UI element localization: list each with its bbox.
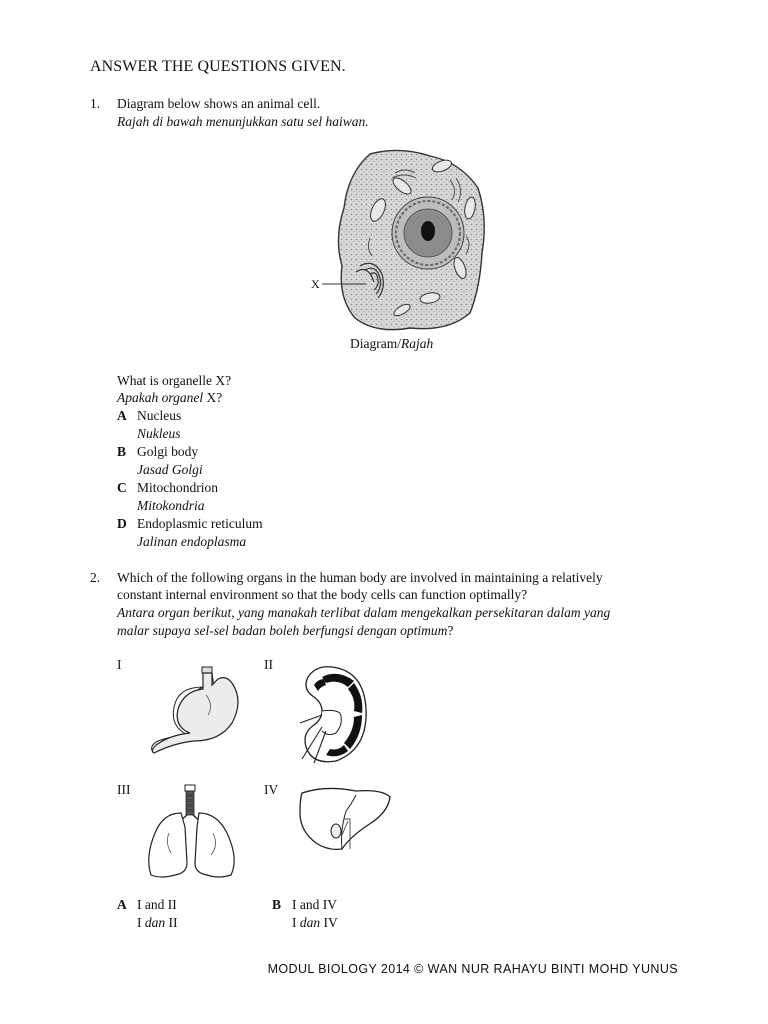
kidney-image <box>292 663 372 765</box>
q1-prompt-en: Diagram below shows an animal cell. <box>117 96 321 111</box>
q1-option-a-ms: Nukleus <box>137 426 181 441</box>
q2-prompt-en-1: Which of the following organs in the human body are involved in maintaining a relatively <box>117 570 603 585</box>
q2-prompt-ms-2 <box>117 622 453 640</box>
q1-option-b-letter: B <box>117 444 127 459</box>
q2-option-a-ms <box>137 914 178 932</box>
q1-option-d-ms: Jalinan endoplasma <box>137 534 247 549</box>
diagram-caption <box>350 335 433 353</box>
q1-option-d-letter: D <box>117 516 127 531</box>
caption-en: Diagram/ <box>350 336 401 351</box>
q2-option-b-letter: B <box>272 897 282 912</box>
q1-option-a-en: Nucleus <box>137 408 182 423</box>
label-x-pointer-line <box>322 283 367 287</box>
q2-prompt-ms-1: Antara organ berikut, yang manakah terlibat dalam mengekalkan persekitaran dalam yang <box>117 605 611 620</box>
q1-question-ms-plain: X? <box>203 390 223 405</box>
q1-option-c-letter: C <box>117 480 127 495</box>
q2-option-b-ms <box>292 914 338 932</box>
organ-label-iv: IV <box>264 782 279 797</box>
organ-label-iii: III <box>117 782 131 797</box>
lungs-image <box>143 783 243 883</box>
footer-text: MODUL BIOLOGY 2014 © WAN NUR RAHAYU BINTI MOHD YUNUS <box>267 962 678 976</box>
stomach-image <box>148 665 248 755</box>
q1-option-b-ms: Jasad Golgi <box>137 462 203 477</box>
q1-option-b-en: Golgi body <box>137 444 199 459</box>
q1-question-en: What is organelle X? <box>117 373 232 388</box>
q1-question-ms <box>117 389 222 407</box>
q2-prompt-en-2: constant internal environment so that the body cells can function optimally? <box>117 587 528 602</box>
q2-prompt-ms-2-end: ? <box>447 623 454 638</box>
organ-label-i: I <box>117 657 122 672</box>
q2-option-a-en: I and II <box>137 897 177 912</box>
organ-label-ii: II <box>264 657 273 672</box>
page-title: ANSWER THE QUESTIONS GIVEN. <box>90 58 346 75</box>
animal-cell-diagram <box>330 148 490 333</box>
q1-number: 1. <box>90 96 101 111</box>
q1-option-c-en: Mitochondrion <box>137 480 218 495</box>
liver-image <box>296 785 392 853</box>
q2-option-a-ms-pre: I <box>137 915 145 930</box>
q2-option-b-ms-it: dan <box>299 915 321 930</box>
q1-option-d-en: Endoplasmic reticulum <box>137 516 263 531</box>
q1-prompt-ms: Rajah di bawah menunjukkan satu sel haiwan. <box>117 114 369 129</box>
q2-prompt-ms-2-text: malar supaya sel-sel badan boleh berfungsi dengan optimum <box>117 623 448 638</box>
q1-option-c-ms: Mitokondria <box>137 498 205 513</box>
q2-option-a-ms-post: II <box>165 915 178 930</box>
q2-option-b-ms-pre: I <box>292 915 300 930</box>
q1-option-a-letter: A <box>117 408 127 423</box>
q2-option-b-en: I and IV <box>292 897 337 912</box>
q1-question-ms-italic: Apakah organel <box>117 390 204 405</box>
caption-ms: Rajah <box>400 336 434 351</box>
q2-option-a-ms-it: dan <box>144 915 166 930</box>
q2-number: 2. <box>90 570 101 585</box>
q2-option-a-letter: A <box>117 897 127 912</box>
label-x: X <box>311 277 320 291</box>
q2-option-b-ms-post: IV <box>320 915 338 930</box>
